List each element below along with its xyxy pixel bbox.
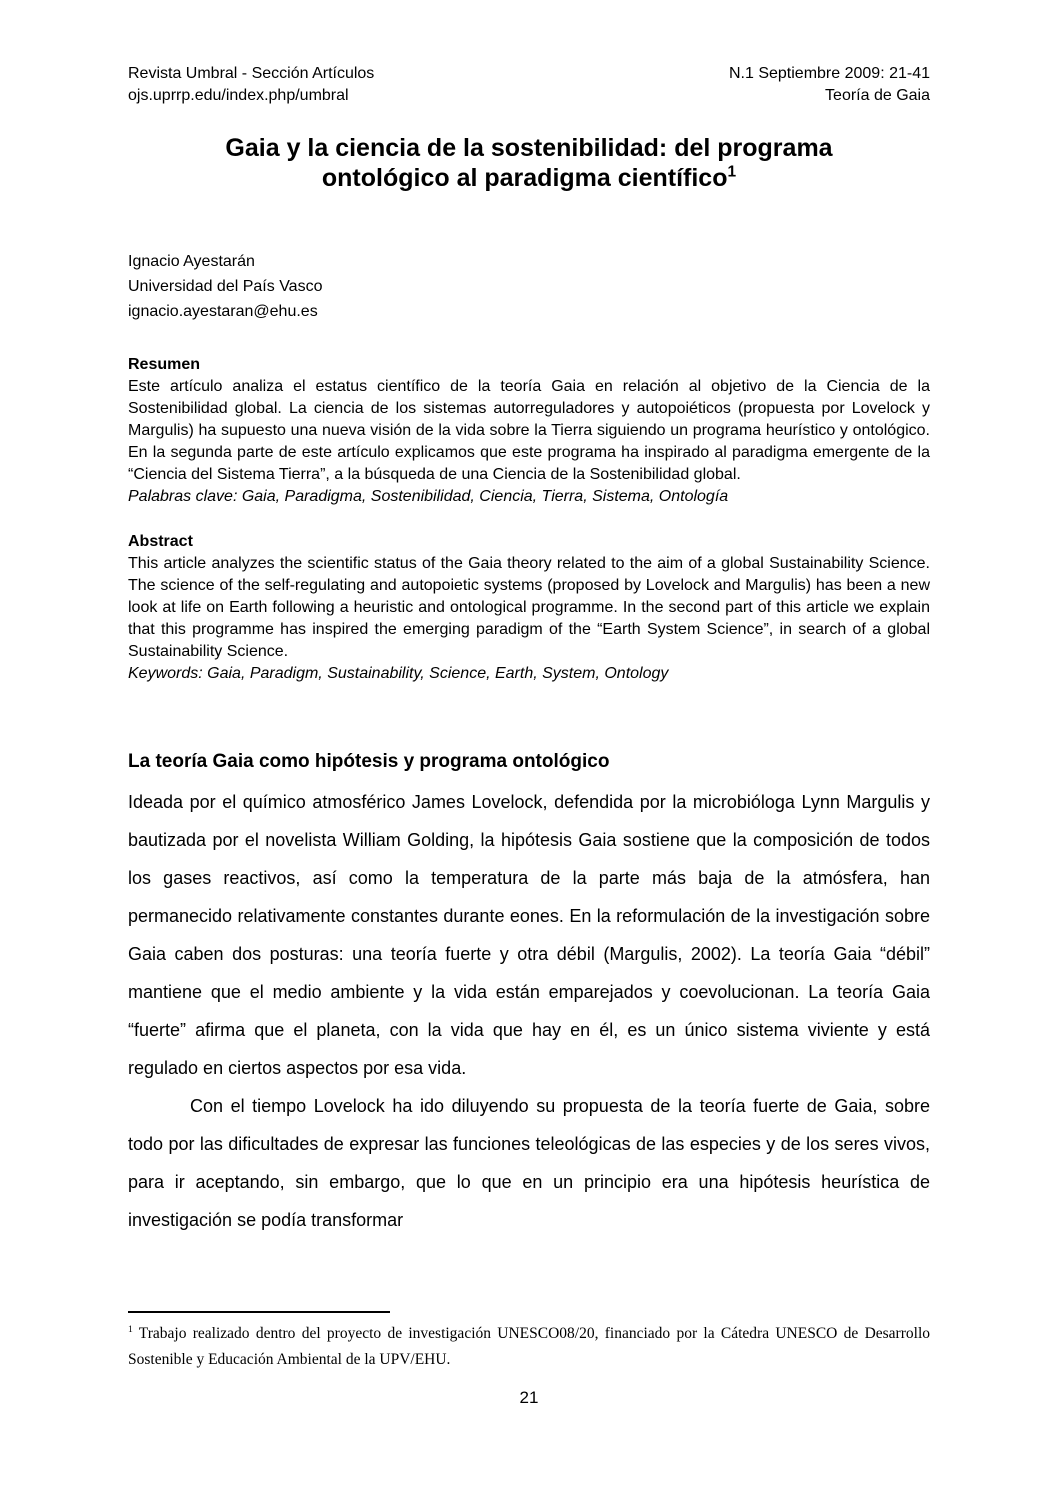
author-name: Ignacio Ayestarán [128, 253, 255, 270]
author-email: ignacio.ayestaran@ehu.es [128, 303, 318, 320]
page-footer [128, 1311, 930, 1497]
resumen-section [128, 354, 930, 508]
abstract-text: This article analyzes the scientific status of the Gaia theory related to the aim of a global Sustainability Science. The science of the self-regulating and autopoietic systems (proposed by Lovelock and Margulis) has been a new look at life on Earth following a heuristic and ontological programme. In the second part of this article we explain that this programme has inspired the emerging paradigm of the “Earth System Science”, in search of a global Sustainability Science. [128, 555, 930, 660]
body-paragraph-2: Con el tiempo Lovelock ha ido diluyendo su propuesta de la teoría fuerte de Gaia, sobre todo por las dificultades de expresar las funciones teleológicas de las especies y de los seres vivos, para ir aceptando, sin embargo, que lo que en un principio era una hipótesis heurística de investigación se podía transformar [128, 1096, 930, 1230]
abstract-heading: Abstract [128, 533, 193, 550]
resumen-text: Este artículo analiza el estatus científico de la teoría Gaia en relación al objetivo de la Ciencia de la Sostenibilidad global. La ciencia de los sistemas autorreguladores y autopoiéticos (propuesta por Lovelock y Margulis) ha supuesto una nueva visión de la vida sobre la Tierra siguiendo un programa heurístico y ontológico. En la segunda parte de este artículo explicamos que este programa ha inspirado al paradigma emergente de la “Ciencia del Sistema Tierra”, a la búsqueda de una Ciencia de la Sostenibilidad global. [128, 378, 930, 483]
footnote-text: Trabajo realizado dentro del proyecto de investigación UNESCO08/20, financiado por la Cátedra UNESCO de Desarrollo Sostenible y Educación Ambiental de la UPV/EHU. [128, 1325, 930, 1368]
page-header [128, 63, 930, 107]
section-heading: La teoría Gaia como hipótesis y programa ontológico [128, 751, 610, 772]
abstract-keywords: Keywords: Gaia, Paradigm, Sustainability, Science, Earth, System, Ontology [128, 665, 669, 682]
resumen-heading: Resumen [128, 356, 201, 373]
abstract-section [128, 531, 930, 685]
title-line-1: Gaia y la ciencia de la sostenibilidad: del programa [225, 134, 833, 162]
footnote-divider [128, 1311, 390, 1313]
journal-url: ojs.uprrp.edu/index.php/umbral [128, 87, 349, 104]
footnote [128, 1321, 930, 1373]
resumen-keywords: Palabras clave: Gaia, Paradigma, Sostenibilidad, Ciencia, Tierra, Sistema, Ontología [128, 488, 729, 505]
footnote-marker: 1 [128, 1323, 133, 1335]
article-title [128, 133, 930, 193]
article-topic: Teoría de Gaia [825, 87, 930, 104]
author-block [128, 249, 930, 324]
title-line-2: ontológico al paradigma científico [321, 164, 728, 192]
page-number: 21 [519, 1388, 539, 1407]
title-footnote-ref: 1 [727, 163, 737, 181]
journal-name: Revista Umbral - Sección Artículos [128, 65, 375, 82]
issue-info: N.1 Septiembre 2009: 21-41 [728, 65, 930, 82]
header-left [128, 63, 374, 107]
body-paragraph-1: Ideada por el químico atmosférico James Lovelock, defendida por la microbióloga Lynn Margulis y bautizada por el novelista William Golding, la hipótesis Gaia sostiene que la composición de todos los gases reactivos, así como la temperatura de la parte más baja de la atmósfera, han permanecido relativamente constantes durante eones. En la reformulación de la investigación sobre Gaia caben dos posturas: una teoría fuerte y otra débil (Margulis, 2002). La teoría Gaia “débil” mantiene que el medio ambiente y la vida están emparejados y coevolucionan. La teoría Gaia “fuerte” afirma que el planeta, con la vida que hay en él, es un único sistema viviente y está regulado en ciertos aspectos por esa vida. [128, 792, 930, 1078]
author-affiliation: Universidad del País Vasco [128, 278, 323, 295]
header-right [729, 63, 930, 107]
